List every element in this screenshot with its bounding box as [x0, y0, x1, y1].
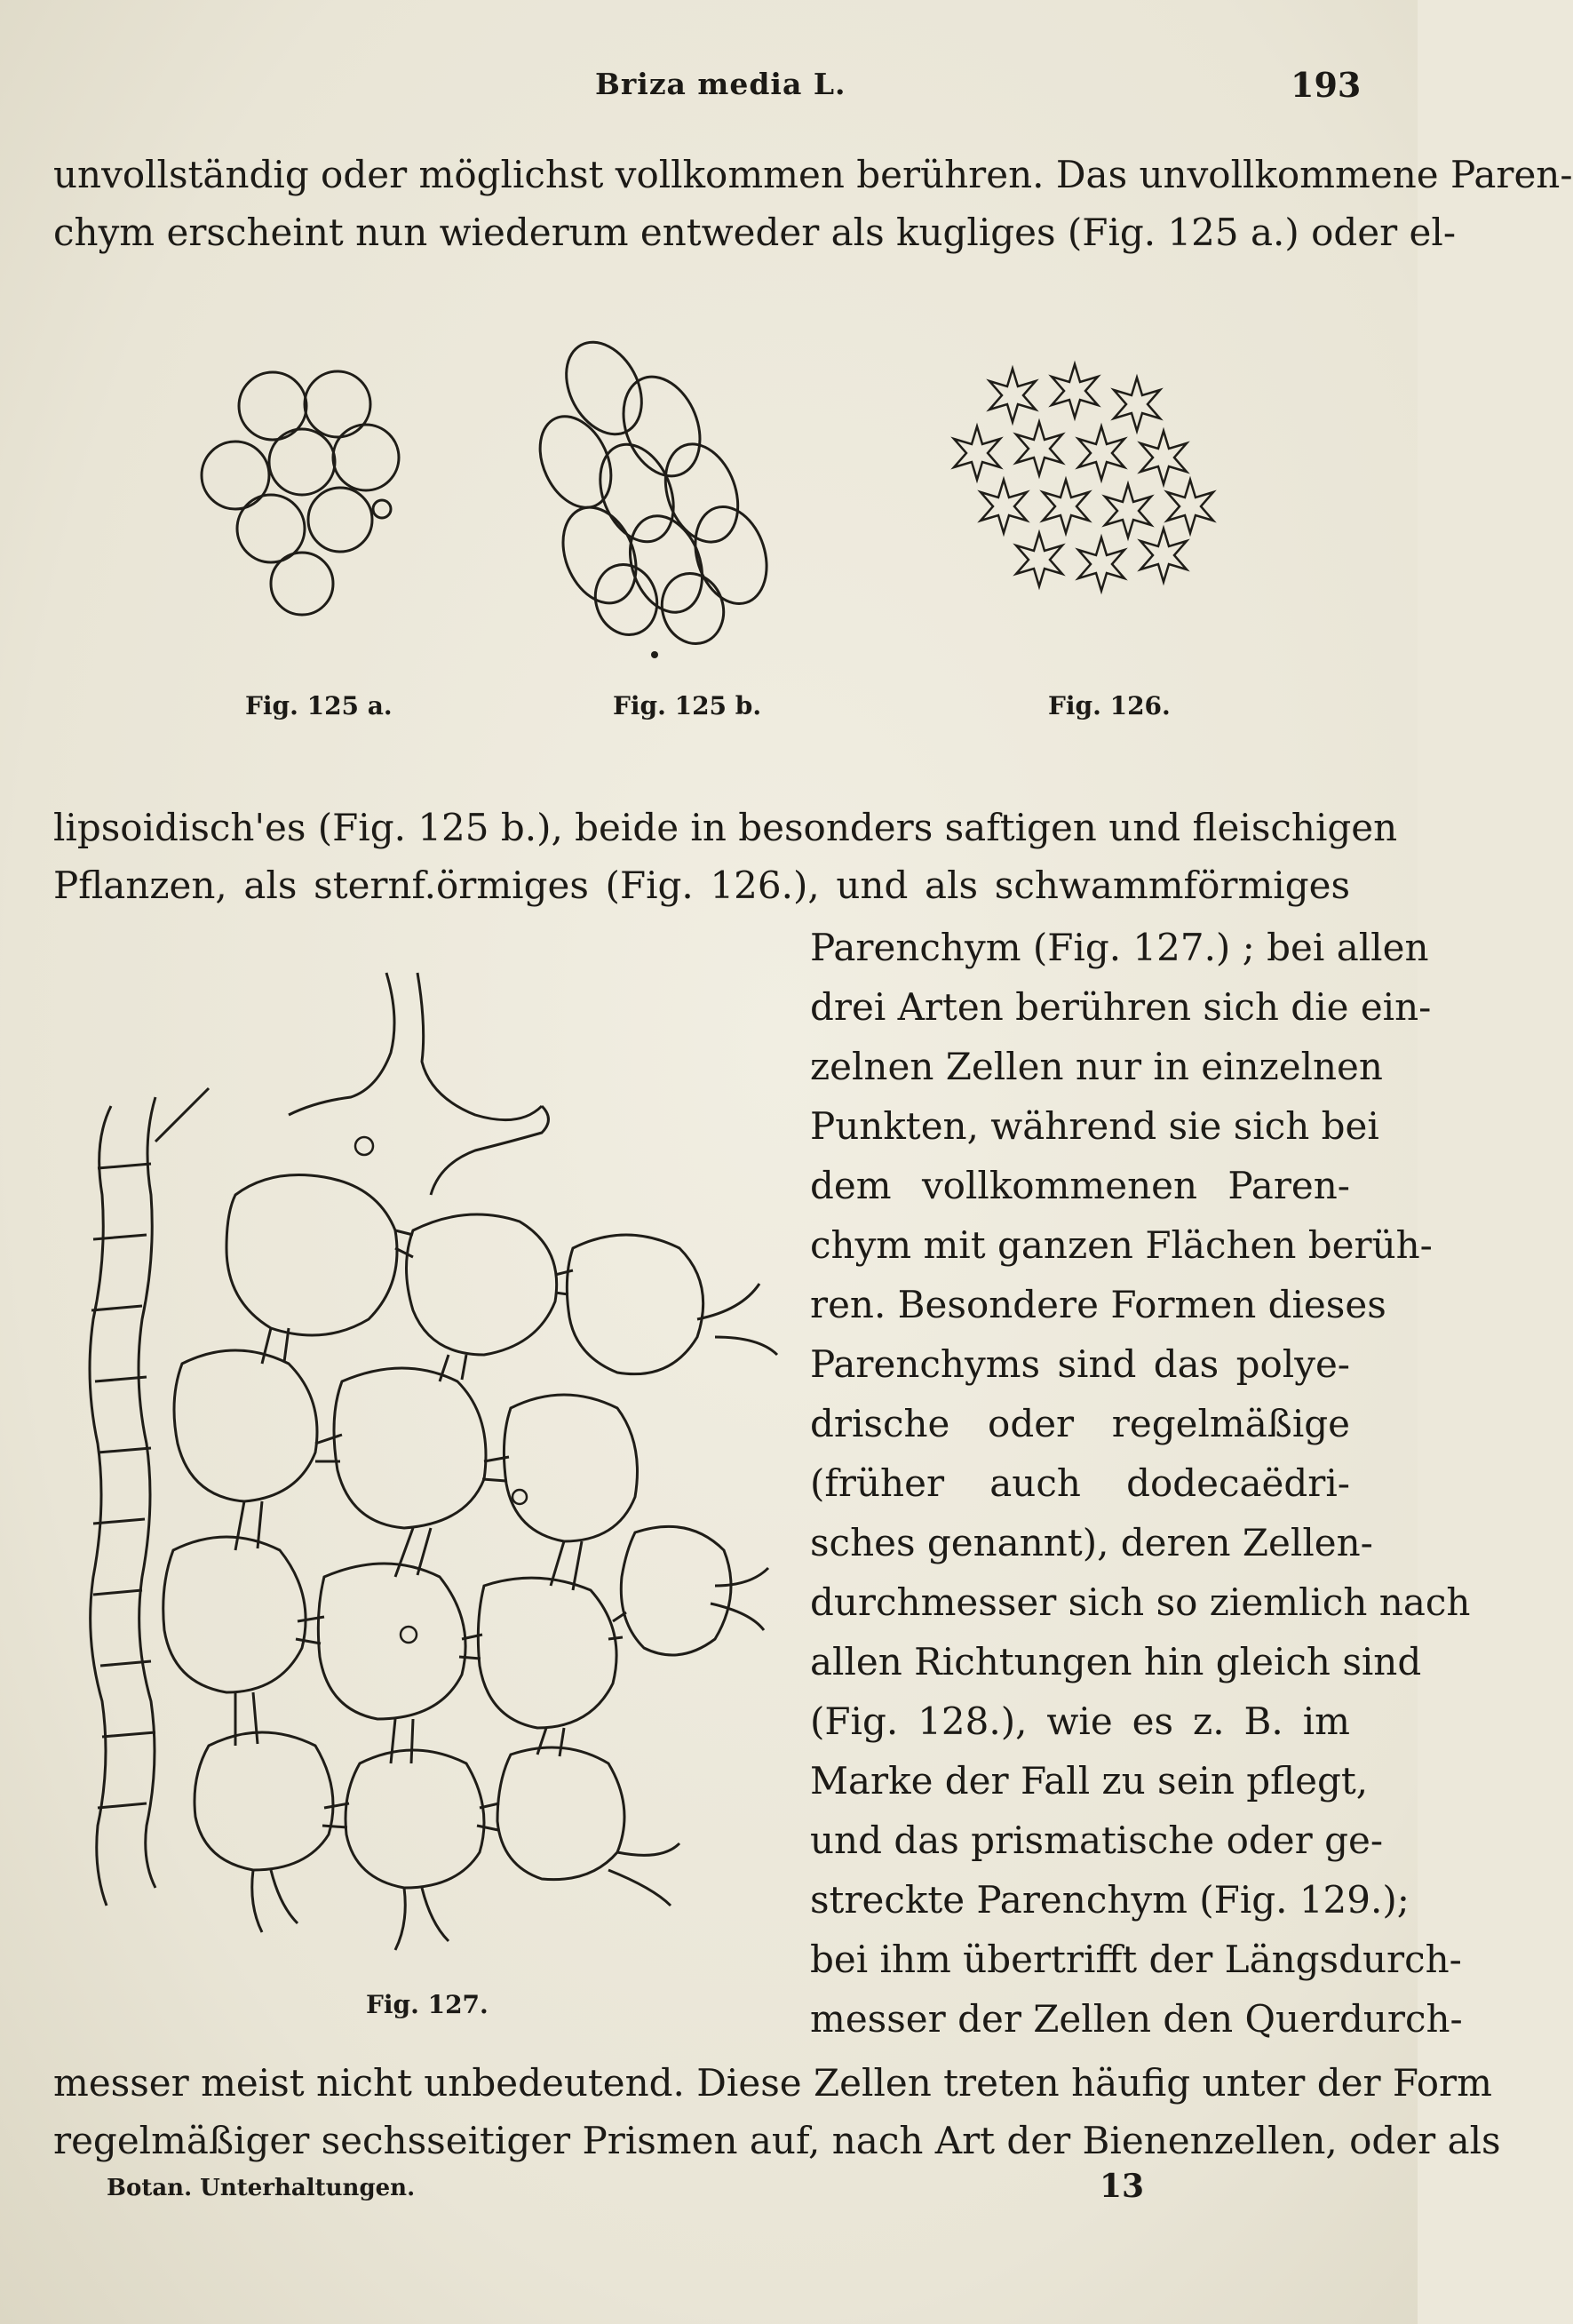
- text-line: drei Arten berühren sich die ein-: [810, 985, 1432, 1029]
- text-line: drische oder regelmäßige: [810, 1402, 1350, 1445]
- figure-125a-caption: Fig. 125 a.: [245, 691, 393, 720]
- text-line: bei ihm übertrifft der Längsdurch-: [810, 1938, 1462, 1981]
- text-line: allen Richtungen hin gleich sind: [810, 1640, 1422, 1683]
- text-line: (früher auch dodecaëdri-: [810, 1461, 1350, 1505]
- page-number: 193: [1291, 65, 1362, 105]
- text-line: regelmäßiger sechsseitiger Prismen auf, nach Art der Bienenzellen, oder als: [53, 2119, 1501, 2162]
- footer-signature: 13: [1100, 2168, 1145, 2205]
- text-line: chym mit ganzen Flächen berüh-: [810, 1223, 1433, 1267]
- text-line: lipsoidisch'es (Fig. 125 b.), beide in besonders saftigen und fleischigen: [53, 806, 1398, 849]
- figure-127-illustration: [58, 964, 804, 1986]
- text-line: chym erscheint nun wiederum entweder als kugliges (Fig. 125 a.) oder el-: [53, 211, 1457, 254]
- figure-125a-illustration: [160, 351, 462, 617]
- text-line: streckte Parenchym (Fig. 129.);: [810, 1878, 1410, 1922]
- text-line: durchmesser sich so ziemlich nach: [810, 1580, 1471, 1624]
- text-line: (Fig. 128.), wie es z. B. im: [810, 1699, 1350, 1743]
- figure-125b-caption: Fig. 125 b.: [613, 691, 762, 720]
- text-line: und das prismatische oder ge-: [810, 1819, 1384, 1862]
- text-line: dem vollkommenen Paren-: [810, 1164, 1350, 1207]
- text-line: sches genannt), deren Zellen-: [810, 1521, 1373, 1564]
- text-line: ren. Besondere Formen dieses: [810, 1283, 1386, 1326]
- running-header-title: Briza media L.: [595, 67, 846, 101]
- figure-127-caption: Fig. 127.: [366, 1990, 489, 2019]
- footer-book-title: Botan. Unterhaltungen.: [107, 2175, 416, 2201]
- text-line: Marke der Fall zu sein pflegt,: [810, 1759, 1369, 1803]
- text-line: zelnen Zellen nur in einzelnen: [810, 1045, 1383, 1088]
- text-line: unvollständig oder möglichst vollkommen berühren. Das unvollkommene Paren-: [53, 153, 1573, 196]
- text-line: Pflanzen, als sternf.örmiges (Fig. 126.), und als schwammförmiges: [53, 864, 1350, 907]
- text-line: Parenchym (Fig. 127.) ; bei allen: [810, 926, 1429, 969]
- text-line: messer meist nicht unbedeutend. Diese Zellen treten häufig unter der Form: [53, 2061, 1492, 2105]
- figure-126-caption: Fig. 126.: [1048, 691, 1171, 720]
- text-line: messer der Zellen den Querdurch-: [810, 1997, 1463, 2041]
- text-line: Parenchyms sind das polye-: [810, 1342, 1350, 1386]
- figure-126-illustration: [928, 355, 1239, 622]
- text-line: Punkten, während sie sich bei: [810, 1104, 1379, 1148]
- figure-125b-illustration: [520, 342, 804, 671]
